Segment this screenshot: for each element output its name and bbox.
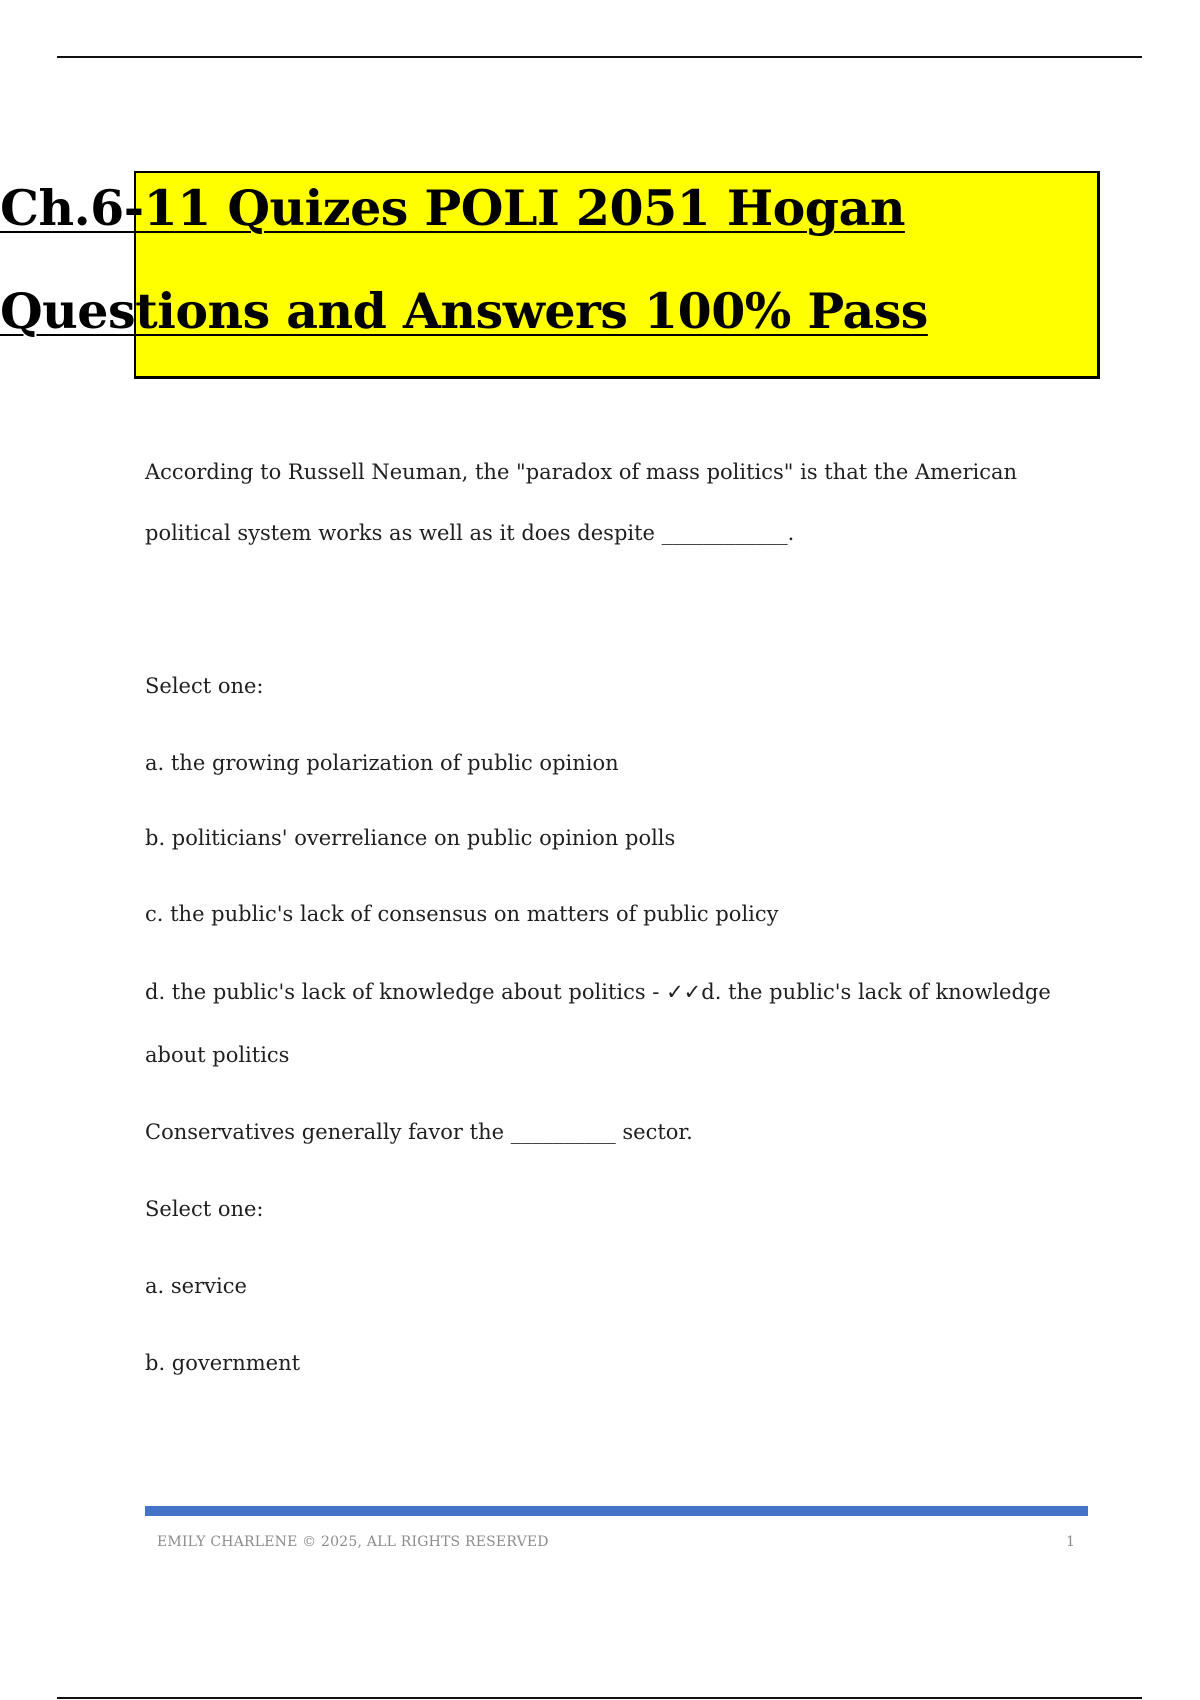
page-number: 1 — [1066, 1534, 1075, 1550]
q1-select-prompt: Select one: — [145, 674, 264, 698]
q2-stem: Conservatives generally favor the __________ sector. — [145, 1120, 693, 1144]
bottom-rule — [57, 1697, 1142, 1699]
q2-option-b: b. government — [145, 1351, 301, 1375]
document-title-line-2: Questions and Answers 100% Pass — [0, 282, 928, 340]
q1-option-d-continuation: about politics — [145, 1043, 290, 1067]
q1-stem-line-2: political system works as well as it does despite ____________. — [145, 521, 795, 545]
footer-copyright: EMILY CHARLENE © 2025, ALL RIGHTS RESERVED — [157, 1534, 549, 1550]
document-title-line-1: Ch.6-11 Quizes POLI 2051 Hogan — [0, 179, 905, 237]
q2-select-prompt: Select one: — [145, 1197, 264, 1221]
q1-option-b: b. politicians' overreliance on public opinion polls — [145, 826, 676, 850]
q1-option-a: a. the growing polarization of public opinion — [145, 751, 619, 775]
q1-option-d-with-answer: d. the public's lack of knowledge about politics - ✓✓d. the public's lack of knowledge — [145, 980, 1051, 1004]
q2-option-a: a. service — [145, 1274, 247, 1298]
top-rule — [57, 56, 1142, 58]
q1-stem-line-1: According to Russell Neuman, the "paradox of mass politics" is that the American — [145, 460, 1018, 484]
footer-bar — [145, 1506, 1088, 1516]
q1-option-c: c. the public's lack of consensus on matters of public policy — [145, 902, 779, 926]
